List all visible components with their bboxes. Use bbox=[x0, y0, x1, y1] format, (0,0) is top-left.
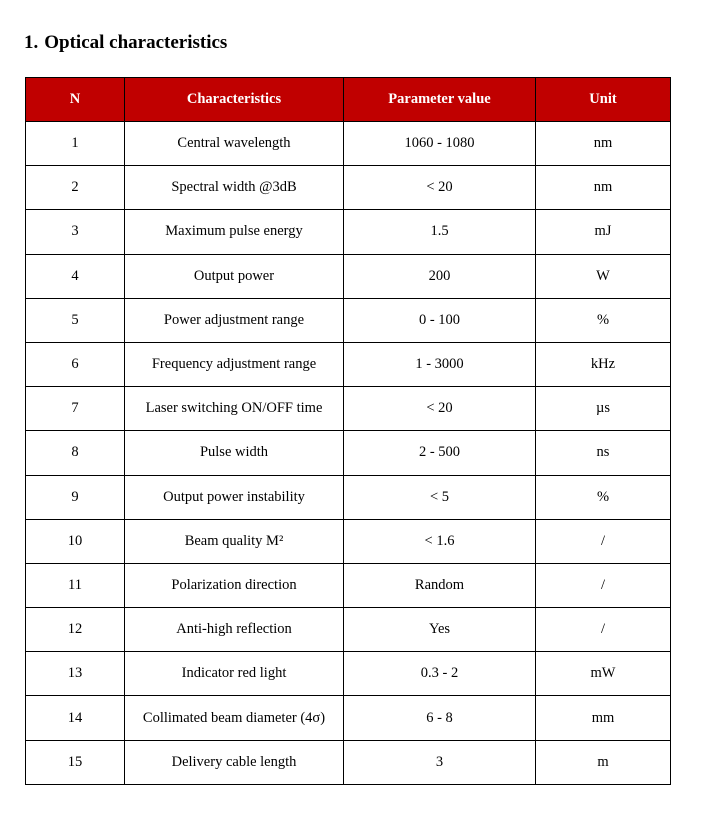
characteristic-cell: Laser switching ON/OFF time bbox=[125, 387, 344, 431]
unit-cell: mW bbox=[536, 652, 671, 696]
parameter-value-cell: 1060 - 1080 bbox=[344, 122, 536, 166]
row-number-cell: 4 bbox=[26, 254, 125, 298]
table-row bbox=[26, 166, 671, 210]
row-number-cell: 14 bbox=[26, 696, 125, 740]
table-row bbox=[26, 122, 671, 166]
unit-cell: % bbox=[536, 298, 671, 342]
characteristic-cell: Indicator red light bbox=[125, 652, 344, 696]
table-row bbox=[26, 342, 671, 386]
unit-cell: % bbox=[536, 475, 671, 519]
characteristic-cell: Maximum pulse energy bbox=[125, 210, 344, 254]
unit-cell: ns bbox=[536, 431, 671, 475]
column-header-unit: Unit bbox=[536, 78, 671, 122]
row-number-cell: 8 bbox=[26, 431, 125, 475]
row-number-cell: 15 bbox=[26, 740, 125, 784]
table-row bbox=[26, 298, 671, 342]
unit-cell: mm bbox=[536, 696, 671, 740]
table-row bbox=[26, 210, 671, 254]
characteristic-cell: Anti-high reflection bbox=[125, 608, 344, 652]
unit-cell: µs bbox=[536, 387, 671, 431]
parameter-value-cell: < 5 bbox=[344, 475, 536, 519]
unit-cell: mJ bbox=[536, 210, 671, 254]
characteristic-cell: Output power instability bbox=[125, 475, 344, 519]
parameter-value-cell: 2 - 500 bbox=[344, 431, 536, 475]
row-number-cell: 7 bbox=[26, 387, 125, 431]
table-row bbox=[26, 431, 671, 475]
row-number-cell: 2 bbox=[26, 166, 125, 210]
row-number-cell: 9 bbox=[26, 475, 125, 519]
parameter-value-cell: 1.5 bbox=[344, 210, 536, 254]
parameter-value-cell: < 1.6 bbox=[344, 519, 536, 563]
table-row bbox=[26, 696, 671, 740]
row-number-cell: 10 bbox=[26, 519, 125, 563]
parameter-value-cell: 0 - 100 bbox=[344, 298, 536, 342]
characteristic-cell: Central wavelength bbox=[125, 122, 344, 166]
row-number-cell: 1 bbox=[26, 122, 125, 166]
table-row bbox=[26, 254, 671, 298]
table-row bbox=[26, 387, 671, 431]
unit-cell: W bbox=[536, 254, 671, 298]
unit-cell: / bbox=[536, 519, 671, 563]
parameter-value-cell: 6 - 8 bbox=[344, 696, 536, 740]
parameter-value-cell: Yes bbox=[344, 608, 536, 652]
table-row bbox=[26, 740, 671, 784]
parameter-value-cell: 3 bbox=[344, 740, 536, 784]
parameter-value-cell: < 20 bbox=[344, 166, 536, 210]
parameter-value-cell: 0.3 - 2 bbox=[344, 652, 536, 696]
column-header-n: N bbox=[26, 78, 125, 122]
characteristic-cell: Power adjustment range bbox=[125, 298, 344, 342]
characteristic-cell: Spectral width @3dB bbox=[125, 166, 344, 210]
table-row bbox=[26, 475, 671, 519]
row-number-cell: 3 bbox=[26, 210, 125, 254]
table-row bbox=[26, 563, 671, 607]
table-row bbox=[26, 608, 671, 652]
section-number: 1. bbox=[24, 32, 39, 53]
characteristic-cell: Collimated beam diameter (4σ) bbox=[125, 696, 344, 740]
row-number-cell: 13 bbox=[26, 652, 125, 696]
parameter-value-cell: 1 - 3000 bbox=[344, 342, 536, 386]
characteristic-cell: Delivery cable length bbox=[125, 740, 344, 784]
parameter-value-cell: < 20 bbox=[344, 387, 536, 431]
table-row bbox=[26, 652, 671, 696]
column-header-characteristics: Characteristics bbox=[125, 78, 344, 122]
row-number-cell: 6 bbox=[26, 342, 125, 386]
table-row bbox=[26, 519, 671, 563]
optical-characteristics-table bbox=[25, 77, 671, 785]
section-title: Optical characteristics bbox=[44, 32, 228, 53]
table-body bbox=[26, 122, 671, 785]
unit-cell: / bbox=[536, 563, 671, 607]
unit-cell: nm bbox=[536, 122, 671, 166]
unit-cell: / bbox=[536, 608, 671, 652]
characteristic-cell: Beam quality M² bbox=[125, 519, 344, 563]
section-heading bbox=[24, 30, 227, 56]
row-number-cell: 5 bbox=[26, 298, 125, 342]
row-number-cell: 11 bbox=[26, 563, 125, 607]
parameter-value-cell: 200 bbox=[344, 254, 536, 298]
row-number-cell: 12 bbox=[26, 608, 125, 652]
unit-cell: kHz bbox=[536, 342, 671, 386]
table-header-row bbox=[26, 78, 671, 122]
characteristic-cell: Pulse width bbox=[125, 431, 344, 475]
unit-cell: nm bbox=[536, 166, 671, 210]
characteristic-cell: Output power bbox=[125, 254, 344, 298]
unit-cell: m bbox=[536, 740, 671, 784]
parameter-value-cell: Random bbox=[344, 563, 536, 607]
characteristic-cell: Frequency adjustment range bbox=[125, 342, 344, 386]
column-header-parameter-value: Parameter value bbox=[344, 78, 536, 122]
characteristic-cell: Polarization direction bbox=[125, 563, 344, 607]
